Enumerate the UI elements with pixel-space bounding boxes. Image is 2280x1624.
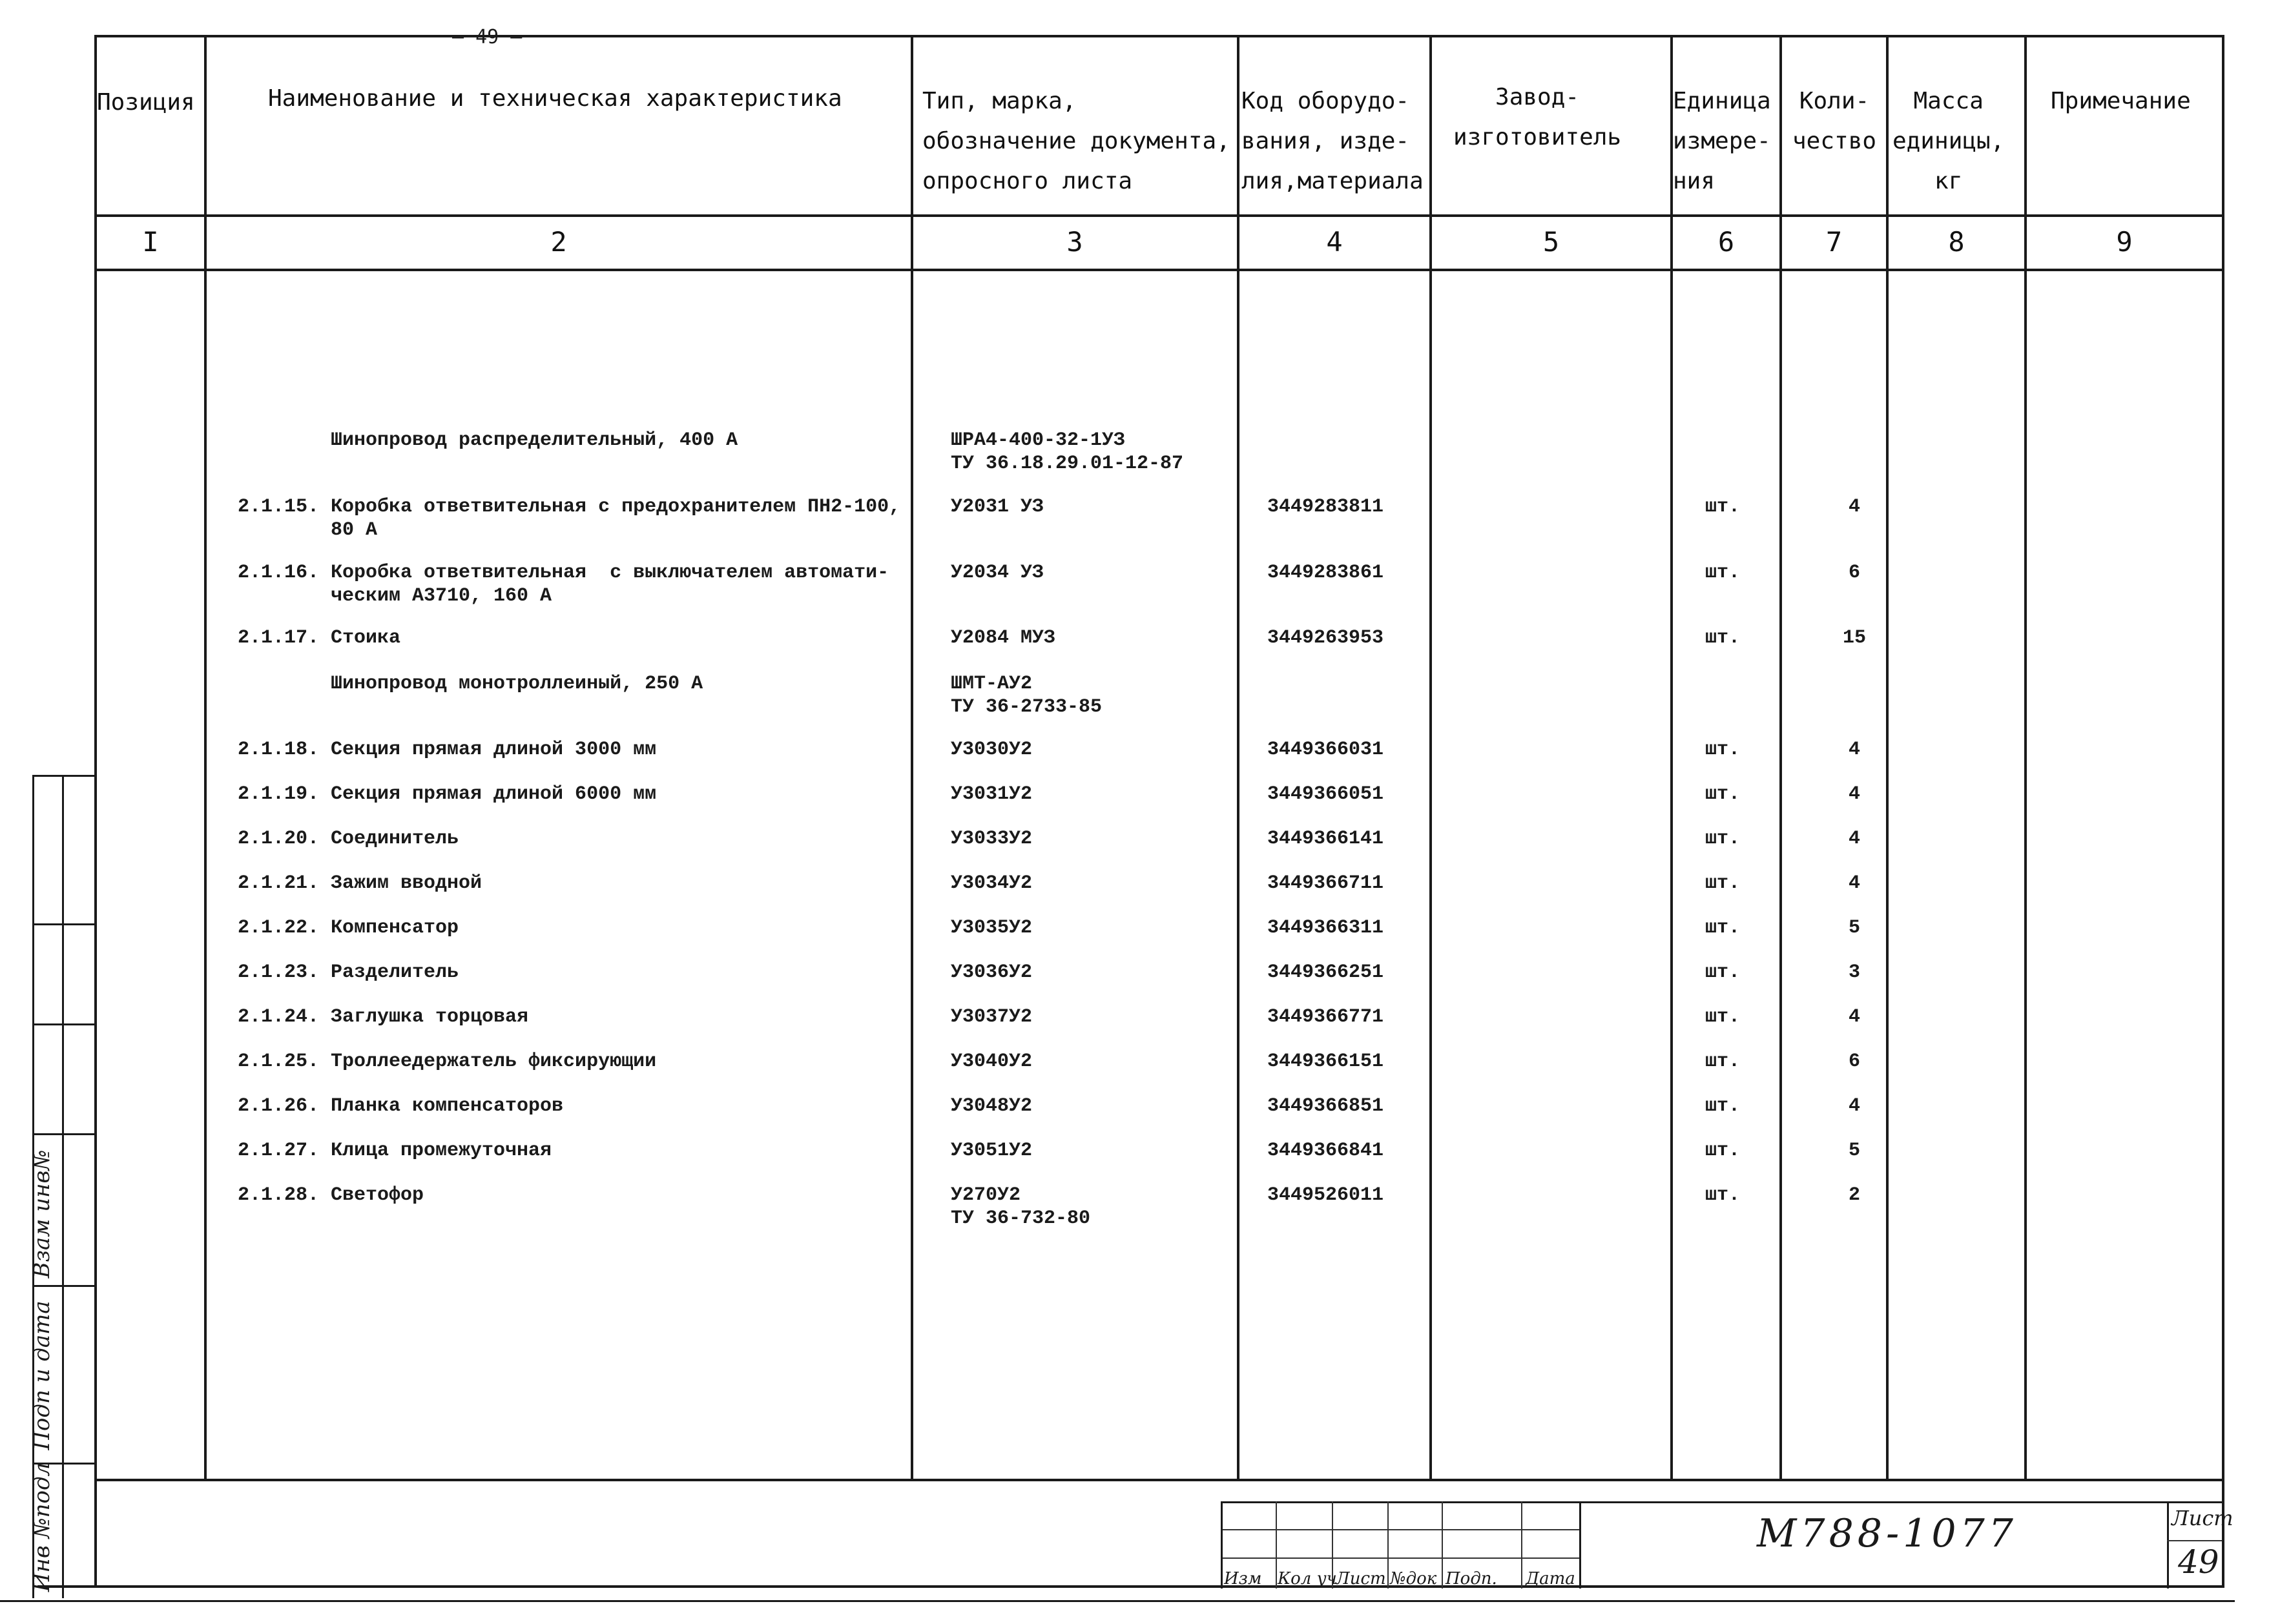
- row-code: 3449366141: [1267, 828, 1384, 850]
- table-row: [0, 872, 2280, 917]
- table-row: [0, 672, 2280, 717]
- row-unit: шт.: [1705, 783, 1741, 805]
- title-block-line: [2167, 1501, 2169, 1588]
- row-unit: шт.: [1705, 496, 1741, 518]
- row-unit: шт.: [1705, 872, 1741, 894]
- row-qty: 6: [1848, 1051, 1860, 1073]
- title-col-label: Лист: [1336, 1569, 1386, 1588]
- row-qty: 3: [1848, 961, 1860, 983]
- row-code: 3449263953: [1267, 627, 1384, 649]
- row-qty: 15: [1842, 627, 1866, 649]
- title-block-top: [1221, 1501, 2222, 1503]
- table-row: [0, 961, 2280, 1006]
- row-name: Клица промежуточная: [331, 1140, 552, 1162]
- row-code: 3449366841: [1267, 1140, 1384, 1162]
- row-type: ШМТ-АУ2 ТУ 36-2733-85: [951, 673, 1103, 718]
- side-stamp-rule: [32, 1023, 97, 1025]
- header-qty: Коли- чество: [1792, 88, 1877, 154]
- header-note: Примечание: [2051, 88, 2191, 114]
- table-row: [0, 738, 2280, 783]
- row-type: У3036У2: [951, 961, 1033, 983]
- row-name: Стоика: [331, 627, 401, 649]
- title-block-rule: [1221, 1557, 1579, 1559]
- row-name: Секция прямая длиной 3000 мм: [331, 739, 657, 761]
- row-unit: шт.: [1705, 1184, 1741, 1206]
- colnum-divider: [96, 269, 2224, 271]
- row-position: 2.1.17.: [238, 627, 320, 649]
- row-code: 3449366031: [1267, 739, 1384, 761]
- row-type: У3030У2: [951, 739, 1033, 761]
- row-type: У3048У2: [951, 1095, 1033, 1117]
- row-code: 3449366711: [1267, 872, 1384, 894]
- header-position: Позиция: [97, 89, 195, 116]
- row-qty: 6: [1848, 562, 1860, 584]
- title-block-rule: [2167, 1540, 2222, 1541]
- row-unit: шт.: [1705, 917, 1741, 939]
- table-row: [0, 495, 2280, 540]
- row-position: 2.1.25.: [238, 1051, 320, 1073]
- row-name: Соединитель: [331, 828, 459, 850]
- row-name: Зажим вводной: [331, 872, 482, 894]
- table-row: [0, 827, 2280, 872]
- row-name: Троллеедержатель фиксирующии: [331, 1051, 657, 1073]
- colnum-6: 6: [1717, 226, 1735, 258]
- colnum-9: 9: [2116, 226, 2133, 258]
- frame-top: [96, 35, 2224, 37]
- title-block-line: [1442, 1501, 1443, 1588]
- row-code: 3449283811: [1267, 496, 1384, 518]
- row-code: 3449366311: [1267, 917, 1384, 939]
- row-type: У2084 МУЗ: [951, 627, 1056, 649]
- row-code: 3449526011: [1267, 1184, 1384, 1206]
- title-col-label: Кол уч: [1278, 1569, 1337, 1588]
- side-stamp-rule: [32, 1285, 97, 1287]
- colnum-2: 2: [550, 226, 567, 258]
- row-name: Компенсатор: [331, 917, 459, 939]
- row-name: Планка компенсаторов: [331, 1095, 564, 1117]
- row-unit: шт.: [1705, 739, 1741, 761]
- row-name: Коробка ответвительная с предохранителем ПН2-100, 80 А: [331, 496, 901, 541]
- header-code: Код оборудо- вания, изде- лия,материала: [1241, 88, 1424, 194]
- row-type: У3034У2: [951, 872, 1033, 894]
- table-row: [0, 1005, 2280, 1051]
- row-type: У2031 УЗ: [951, 496, 1044, 518]
- row-qty: 4: [1848, 872, 1860, 894]
- row-name: Разделитель: [331, 961, 459, 983]
- row-unit: шт.: [1705, 828, 1741, 850]
- row-type: У270У2 ТУ 36-732-80: [951, 1184, 1091, 1229]
- side-stamp-rule: [32, 775, 97, 777]
- title-block-line: [1579, 1501, 1581, 1588]
- table-row: [0, 626, 2280, 672]
- header-type: Тип, марка, обозначение документа, опросного листа: [922, 88, 1230, 194]
- header-mass: Масса единицы, кг: [1892, 88, 2005, 194]
- table-row: [0, 1095, 2280, 1140]
- row-position: 2.1.21.: [238, 872, 320, 894]
- table-row: [0, 561, 2280, 606]
- title-col-label: Подп.: [1446, 1569, 1497, 1588]
- title-block-line: [1276, 1501, 1277, 1588]
- row-qty: 4: [1848, 739, 1860, 761]
- colnum-1: I: [142, 226, 159, 258]
- colnum-3: 3: [1066, 226, 1083, 258]
- row-position: 2.1.15.: [238, 496, 320, 518]
- colnum-8: 8: [1948, 226, 1965, 258]
- header-name: Наименование и техническая характеристика: [268, 85, 842, 112]
- table-row: [0, 1184, 2280, 1229]
- row-type: У3031У2: [951, 783, 1033, 805]
- title-col-label: Изм: [1224, 1569, 1262, 1588]
- row-position: 2.1.20.: [238, 828, 320, 850]
- row-position: 2.1.23.: [238, 961, 320, 983]
- title-block-line: [1221, 1501, 1223, 1588]
- row-qty: 4: [1848, 783, 1860, 805]
- row-unit: шт.: [1705, 961, 1741, 983]
- row-position: 2.1.19.: [238, 783, 320, 805]
- side-stamp-rule: [32, 923, 97, 925]
- side-stamp-label: Взам инв№: [29, 1149, 55, 1279]
- row-unit: шт.: [1705, 1051, 1741, 1073]
- row-unit: шт.: [1705, 1095, 1741, 1117]
- table-row: [0, 429, 2280, 474]
- row-name: Заглушка торцовая: [331, 1006, 529, 1028]
- header-unit: Единица измере- ния: [1673, 88, 1771, 194]
- table-row: [0, 1050, 2280, 1095]
- row-unit: шт.: [1705, 562, 1741, 584]
- row-type: У3033У2: [951, 828, 1033, 850]
- row-name: Секция прямая длиной 6000 мм: [331, 783, 657, 805]
- body-bottom: [96, 1479, 2224, 1481]
- title-col-label: №док: [1390, 1569, 1437, 1588]
- row-qty: 4: [1848, 1095, 1860, 1117]
- row-type: У2034 УЗ: [951, 562, 1044, 584]
- row-position: 2.1.18.: [238, 739, 320, 761]
- row-qty: 5: [1848, 917, 1860, 939]
- row-code: 3449366851: [1267, 1095, 1384, 1117]
- table-row: [0, 916, 2280, 961]
- side-stamp-rule: [32, 1133, 97, 1135]
- row-unit: шт.: [1705, 627, 1741, 649]
- row-code: 3449366051: [1267, 783, 1384, 805]
- row-code: 3449283861: [1267, 562, 1384, 584]
- colnum-7: 7: [1825, 226, 1843, 258]
- title-block-rule: [1221, 1529, 1579, 1530]
- title-col-label: Дата: [1526, 1569, 1575, 1588]
- row-code: 3449366771: [1267, 1006, 1384, 1028]
- row-name: Коробка ответвительная с выключателем автомати- ческим А3710, 160 А: [331, 562, 889, 607]
- row-code: 3449366251: [1267, 961, 1384, 983]
- row-type: У3051У2: [951, 1140, 1033, 1162]
- row-type: У3040У2: [951, 1051, 1033, 1073]
- colnum-5: 5: [1542, 226, 1560, 258]
- header-manufacturer: Завод- изготовитель: [1453, 84, 1622, 150]
- row-type: ШРА4-400-32-1УЗ ТУ 36.18.29.01-12-87: [951, 429, 1184, 475]
- row-name: Шинопровод распределительный, 400 А: [331, 429, 738, 451]
- row-position: 2.1.27.: [238, 1140, 320, 1162]
- row-position: 2.1.28.: [238, 1184, 320, 1206]
- frame-bottom: [37, 1585, 2224, 1588]
- frame-bottom-outer: [0, 1600, 2235, 1602]
- row-qty: 4: [1848, 828, 1860, 850]
- row-position: 2.1.22.: [238, 917, 320, 939]
- sheet-number: 49: [2178, 1543, 2219, 1581]
- side-stamp-line-mid: [62, 775, 64, 1598]
- row-qty: 4: [1848, 496, 1860, 518]
- row-position: 2.1.16.: [238, 562, 320, 584]
- row-name: Светофор: [331, 1184, 424, 1206]
- row-code: 3449366151: [1267, 1051, 1384, 1073]
- row-qty: 4: [1848, 1006, 1860, 1028]
- title-block-line: [1521, 1501, 1522, 1588]
- table-row: [0, 1139, 2280, 1184]
- colnum-4: 4: [1326, 226, 1343, 258]
- row-name: Шинопровод монотроллеиный, 250 А: [331, 673, 703, 695]
- row-qty: 5: [1848, 1140, 1860, 1162]
- row-position: 2.1.24.: [238, 1006, 320, 1028]
- row-type: У3035У2: [951, 917, 1033, 939]
- row-unit: шт.: [1705, 1140, 1741, 1162]
- title-block-line: [1387, 1501, 1389, 1588]
- side-stamp-label: Подп и дата: [29, 1300, 55, 1450]
- row-position: 2.1.26.: [238, 1095, 320, 1117]
- row-type: У3037У2: [951, 1006, 1033, 1028]
- row-qty: 2: [1848, 1184, 1860, 1206]
- sheet-label: Лист: [2171, 1506, 2233, 1530]
- row-unit: шт.: [1705, 1006, 1741, 1028]
- side-stamp-label: Инв №подл: [29, 1462, 55, 1592]
- header-divider: [96, 214, 2224, 217]
- document-number: М788-1077: [1757, 1511, 2017, 1556]
- table-row: [0, 783, 2280, 828]
